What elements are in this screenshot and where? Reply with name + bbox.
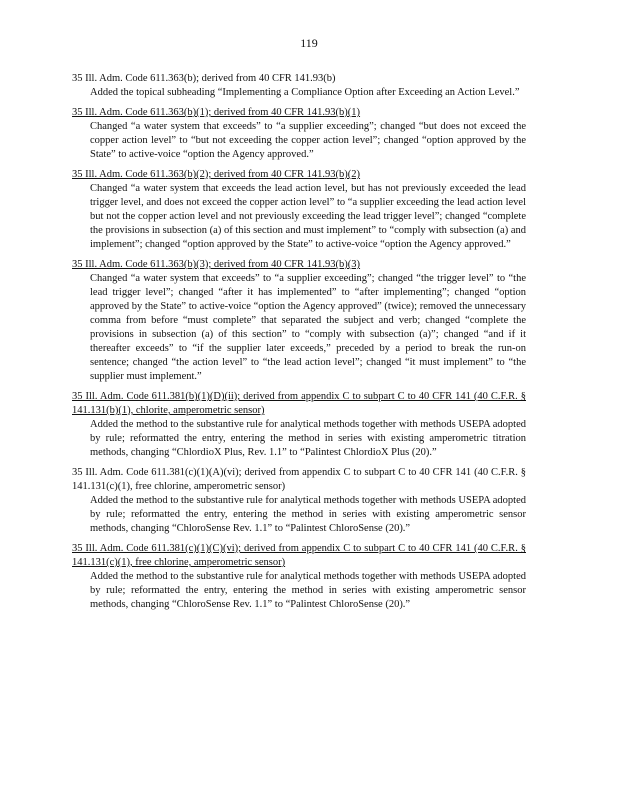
entry-body: Added the method to the substantive rule for analytical methods together with methods USEPA adopted by rule; reformatted the entry, entering the method in series with existing amperometric titration methods, changing “ChlordioX Plus, Rev. 1.1” to “Palintest ChlordioX Plus (20).” — [90, 419, 526, 458]
page-number: 119 — [300, 36, 318, 50]
entry-citation: 35 Ill. Adm. Code 611.381(b)(1)(D)(ii); derived from appendix C to subpart C to 40 CFR 141 (40 C.F.R. § 141.131(b)(1), chlorite, amperometric sensor) — [72, 391, 526, 416]
entry — [72, 168, 526, 252]
entry-citation: 35 Ill. Adm. Code 611.363(b)(1); derived from 40 CFR 141.93(b)(1) — [72, 107, 361, 118]
entry-body: Changed “a water system that exceeds the lead action level, but has not previously exceeded the lead trigger level, and does not exceed the copper action level” to “a supplier exceeding the lead action level but not the copper action level and not previously exceeding the lead trigger level”; changed “complete the provisions in subsection (a) of this section and must implement” to “comply with subsection (a) and implement”; changed “option approved by the State” to active-voice “option the Agency approved.” — [90, 183, 526, 250]
entry — [72, 72, 526, 100]
entry — [72, 106, 526, 162]
entry-list — [72, 72, 526, 618]
entry-citation: 35 Ill. Adm. Code 611.381(c)(1)(A)(vi); derived from appendix C to subpart C to 40 CFR 141 (40 C.F.R. § 141.131(c)(1), free chlorine, amperometric sensor) — [72, 467, 526, 492]
entry-citation: 35 Ill. Adm. Code 611.363(b); derived from 40 CFR 141.93(b) — [72, 73, 336, 84]
entry-citation: 35 Ill. Adm. Code 611.381(c)(1)(C)(vi); derived from appendix C to subpart C to 40 CFR 141 (40 C.F.R. § 141.131(c)(1), free chlorine, amperometric sensor) — [72, 543, 526, 568]
entry — [72, 466, 526, 536]
entry-body: Changed “a water system that exceeds” to “a supplier exceeding”; changed “but does not exceed the copper action level” to “but not exceeding the copper action level”; changed “option approved by the State” to active-voice “option the Agency approved.” — [90, 121, 526, 160]
entry-body: Added the method to the substantive rule for analytical methods together with methods USEPA adopted by rule; reformatted the entry, entering the method in series with existing amperometric sensor methods, changing “ChloroSense Rev. 1.1” to “Palintest ChloroSense (20).” — [90, 495, 526, 534]
entry-body: Changed “a water system that exceeds” to “a supplier exceeding”; changed “the trigger level” to “the lead trigger level”; changed “after it has implemented” to “after implementing”; changed “option approved by the State” to active-voice “option the Agency approved” (twice); removed the unnecessary comma from before “must complete” that separated the subject and verb; changed “complete the provisions in subsection (a) of this section” to “comply with subsection (a)”; changed “and if it thereafter exceeds” to “if the supplier later exceeds,” preceded by a period to break the run-on sentence; changed “the action level” to “the lead action level”; changed “it must implement” to “the supplier must implement.” — [90, 273, 526, 382]
entry — [72, 390, 526, 460]
entry-citation: 35 Ill. Adm. Code 611.363(b)(3); derived from 40 CFR 141.93(b)(3) — [72, 259, 361, 270]
entry — [72, 542, 526, 612]
entry-body: Added the method to the substantive rule for analytical methods together with methods USEPA adopted by rule; reformatted the entry, entering the method in series with existing amperometric sensor methods, changing “ChloroSense Rev. 1.1” to “Palintest ChloroSense (20).” — [90, 571, 526, 610]
entry-citation: 35 Ill. Adm. Code 611.363(b)(2); derived from 40 CFR 141.93(b)(2) — [72, 169, 361, 180]
entry-body: Added the topical subheading “Implementing a Compliance Option after Exceeding an Action Level.” — [90, 87, 520, 98]
entry — [72, 258, 526, 384]
